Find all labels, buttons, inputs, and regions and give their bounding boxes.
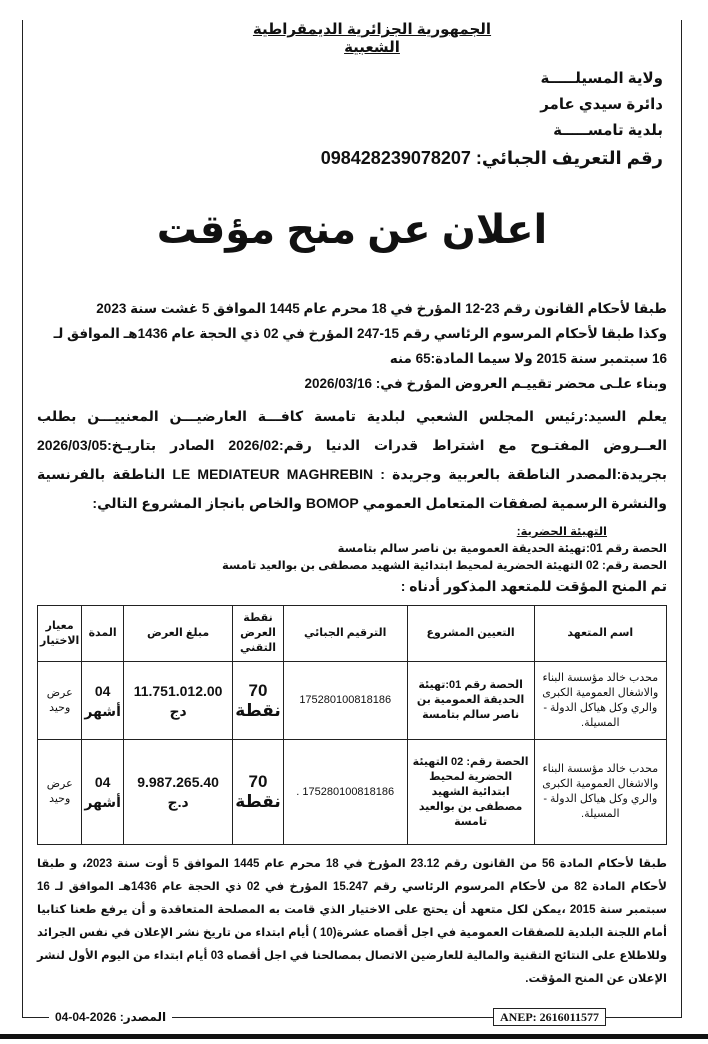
preamble	[37, 296, 667, 396]
duration: 04 أشهر	[82, 740, 124, 845]
anep-reference: ANEP: 2616011577	[493, 1008, 606, 1026]
col-amount: مبلغ العرض	[123, 606, 232, 662]
col-tax-id: الترقيم الجبائي	[283, 606, 407, 662]
notice-frame	[22, 20, 682, 1024]
section-title: التهيئة الحضرية:	[516, 526, 607, 538]
tax-id: رقم التعريف الجبائي: 098428239078207	[320, 148, 663, 168]
amount: 11.751.012.00 دج	[123, 662, 232, 740]
notice-title: اعلان عن منح مؤقت	[156, 208, 548, 252]
award-table	[37, 605, 667, 845]
criteria: عرض وحيد	[38, 662, 82, 740]
preamble-line: وكذا طبقا لأحكام المرسوم الرئاسي رقم 15-247 المؤرخ في 02 ذي الحجة عام 1436هـ الموافق لـ 16 سبتمبر سنة 2015 ولا سيما المادة:65 منه	[53, 326, 667, 366]
table-row	[38, 662, 667, 740]
table-row	[38, 740, 667, 845]
source-date: المصدر: 2026-04-04	[49, 1008, 172, 1026]
amount: 9.987.265.40 د.ج	[123, 740, 232, 845]
bottom-rule	[0, 1034, 708, 1039]
closing-paragraph: طبقا لأحكام المادة 56 من القانون رقم 23.12 المؤرخ في 18 محرم عام 1445 الموافق 5 أوت سنة 2023، و طبقا لأحكام المادة 82 من لأحكام المرسوم الرئاسي رقم 15.247 المؤرخ في 02 ذي الحجة عام 1436هـ الموافق لـ 16 سبتمبر سنة 2015 ،يمكن لكل متعهد أن يحتج على الاختيار الذي قامت به المصلحة المتعاقدة و أن يرفع طعنا كتابيا أمام اللجنة البلدية للصفقات العمومية في اجل أقصاه عشرة(10 ) أيام ابتداء من تاريخ نشر الإعلان في نفس الجرائد وللاطلاع على النتائج التقنية والمالية للعارضين الاتصال بمصالحنا في اجل أقصاه 03 أيام ابتداء من اليوم الأول لنشر الإعلان عن المنح المؤقت.	[37, 858, 667, 985]
table-header-row	[38, 606, 667, 662]
duration: 04 أشهر	[82, 662, 124, 740]
project: الحصة رقم 01:تهيئة الحديقة العمومية بن ناصر سالم بتامسة	[407, 662, 534, 740]
republic-heading: الجمهورية الجزائرية الديمقراطية الشعبية	[252, 21, 492, 56]
col-bidder: اسم المتعهد	[534, 606, 666, 662]
wilaya: ولاية المسيلـــــة	[540, 70, 663, 87]
tech-score: 70 نقطة	[233, 740, 284, 845]
col-duration: المدة	[82, 606, 124, 662]
bidder: محدب خالد مؤسسة البناء والاشغال العمومية الكبرى والري وكل هياكل الدولة - المسيلة.	[534, 740, 666, 845]
col-project: التعيين المشروع	[407, 606, 534, 662]
lot-item: الحصة رقم 01:تهيئة الحديقة العمومية بن ناصر سالم بتامسة	[337, 543, 667, 555]
col-tech-score: نقطة العرض التقني	[233, 606, 284, 662]
tax-id-cell: 175280100818186 .	[283, 740, 407, 845]
bidder: محدب خالد مؤسسة البناء والاشغال العمومية الكبرى والري وكل هياكل الدولة - المسيلة.	[534, 662, 666, 740]
notice-body: يعلم السيد:رئيس المجلس الشعبي لبلدية تامسة كافـــة العارضيـــن المعنييـــن بطلب العــروض المفتـوح مع اشتراط قدرات الدنيا رقم:2026/02 الصادر بتاريـخ:2026/03/05 بجريدة:المصدر الناطقة بالعربية وجريدة : LE MEDIATEUR MAGHREBIN الناطقة بالفرنسية والنشرة الرسمية لصفقات المتعامل العمومي BOMOP والخاص بانجاز المشروع التالي:	[37, 408, 668, 511]
tax-id-cell: 175280100818186	[283, 662, 407, 740]
project: الحصة رقم: 02 التهيئة الحضرية لمحيط ابتدائية الشهيد مصطفى بن بوالعيد تامسة	[407, 740, 534, 845]
col-criteria: معيار الاختيار	[38, 606, 82, 662]
footer	[23, 1008, 681, 1026]
criteria: عرض وحيد	[38, 740, 82, 845]
daira: دائرة سيدي عامر	[540, 96, 663, 113]
commune: بلدية تامســـــة	[553, 122, 663, 139]
tech-score: 70 نقطة	[233, 662, 284, 740]
lots	[37, 524, 667, 597]
preamble-line: طبقا لأحكام القانون رقم 23-12 المؤرخ في 18 محرم عام 1445 الموافق 5 غشت سنة 2023	[96, 301, 667, 316]
preamble-line: وبناء علـى محضر تقييـم العروض المؤرخ في: 2026/03/16	[304, 376, 667, 391]
lot-item: الحصة رقم: 02 التهيئة الحضرية لمحيط ابتدائية الشهيد مصطفى بن بوالعيد تامسة	[221, 560, 667, 572]
award-intro: تم المنح المؤقت للمتعهد المذكور أدناه :	[400, 578, 667, 594]
